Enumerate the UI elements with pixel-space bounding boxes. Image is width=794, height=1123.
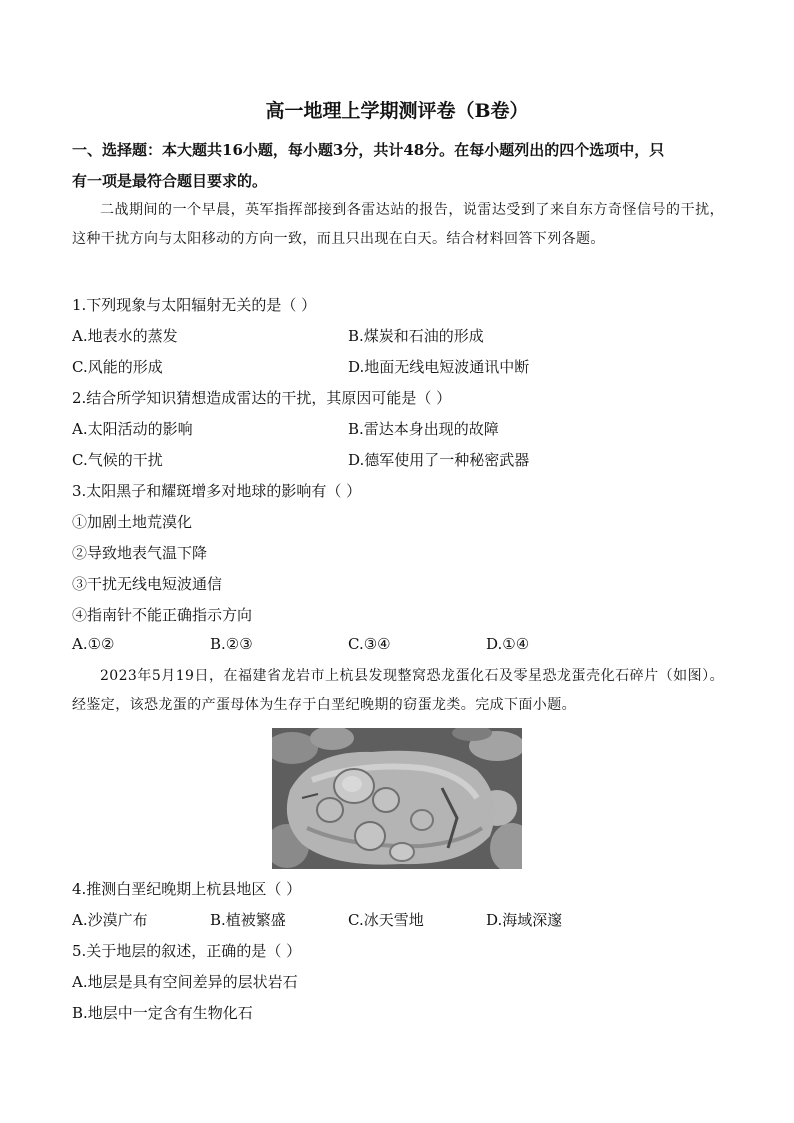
- question-3-statement-3: ③干扰无线电短波通信: [72, 575, 223, 593]
- section-heading-line2: 有一项是最符合题目要求的。: [72, 172, 268, 190]
- question-3-stem: 3.太阳黑子和耀斑增多对地球的影响有（ ）: [72, 482, 362, 500]
- question-3-option-d: D.①④: [486, 635, 530, 653]
- question-3-statement-1: ①加剧土地荒漠化: [72, 513, 193, 531]
- question-5-stem: 5.关于地层的叙述，正确的是（ ）: [72, 942, 302, 960]
- question-2-option-b: B.雷达本身出现的故障: [348, 420, 499, 438]
- question-1-option-b: B.煤炭和石油的形成: [348, 327, 484, 345]
- section-heading-line1: 一、选择题：本大题共16小题，每小题3分，共计48分。在每小题列出的四个选项中，只: [72, 141, 665, 159]
- question-4-option-c: C.冰天雪地: [348, 911, 424, 929]
- question-2-option-d: D.德军使用了一种秘密武器: [348, 451, 530, 469]
- question-4-option-d: D.海域深邃: [486, 911, 563, 929]
- question-1-option-a: A.地表水的蒸发: [72, 327, 178, 345]
- question-3-option-c: C.③④: [348, 635, 391, 653]
- question-4-option-a: A.沙漠广布: [72, 911, 148, 929]
- material-paragraph-1: 二战期间的一个早晨，英军指挥部接到各雷达站的报告，说雷达受到了来自东方奇怪信号的干扰，这种干扰方向与太阳移动的方向一致，而且只出现在白天。结合材料回答下列各题。: [72, 202, 724, 247]
- question-3-statement-4: ④指南针不能正确指示方向: [72, 606, 253, 624]
- material-paragraph-2: 2023年5月19日，在福建省龙岩市上杭县发现整窝恐龙蛋化石及零星恐龙蛋壳化石碎片（如图）。经鉴定，该恐龙蛋的产蛋母体为生存于白垩纪晚期的窃蛋龙类。完成下面小题。: [72, 668, 724, 713]
- question-5-option-b: B.地层中一定含有生物化石: [72, 1004, 253, 1022]
- question-1-option-d: D.地面无线电短波通讯中断: [348, 358, 530, 376]
- question-3-option-b: B.②③: [210, 635, 253, 653]
- question-1-option-c: C.风能的形成: [72, 358, 163, 376]
- question-3-statement-2: ②导致地表气温下降: [72, 544, 208, 562]
- question-4-stem: 4.推测白垩纪晚期上杭县地区（ ）: [72, 880, 302, 898]
- question-2-option-a: A.太阳活动的影响: [72, 420, 193, 438]
- question-1-stem: 1.下列现象与太阳辐射无关的是（ ）: [72, 296, 317, 314]
- question-5-option-a: A.地层是具有空间差异的层状岩石: [72, 973, 298, 991]
- question-3-option-a: A.①②: [72, 635, 115, 653]
- question-2-option-c: C.气候的干扰: [72, 451, 163, 469]
- question-4-option-b: B.植被繁盛: [210, 911, 286, 929]
- question-2-stem: 2.结合所学知识猜想造成雷达的干扰，其原因可能是（ ）: [72, 389, 452, 407]
- dinosaur-egg-fossil-photo: [272, 728, 522, 869]
- page-title: 高一地理上学期测评卷（B卷）: [265, 100, 529, 122]
